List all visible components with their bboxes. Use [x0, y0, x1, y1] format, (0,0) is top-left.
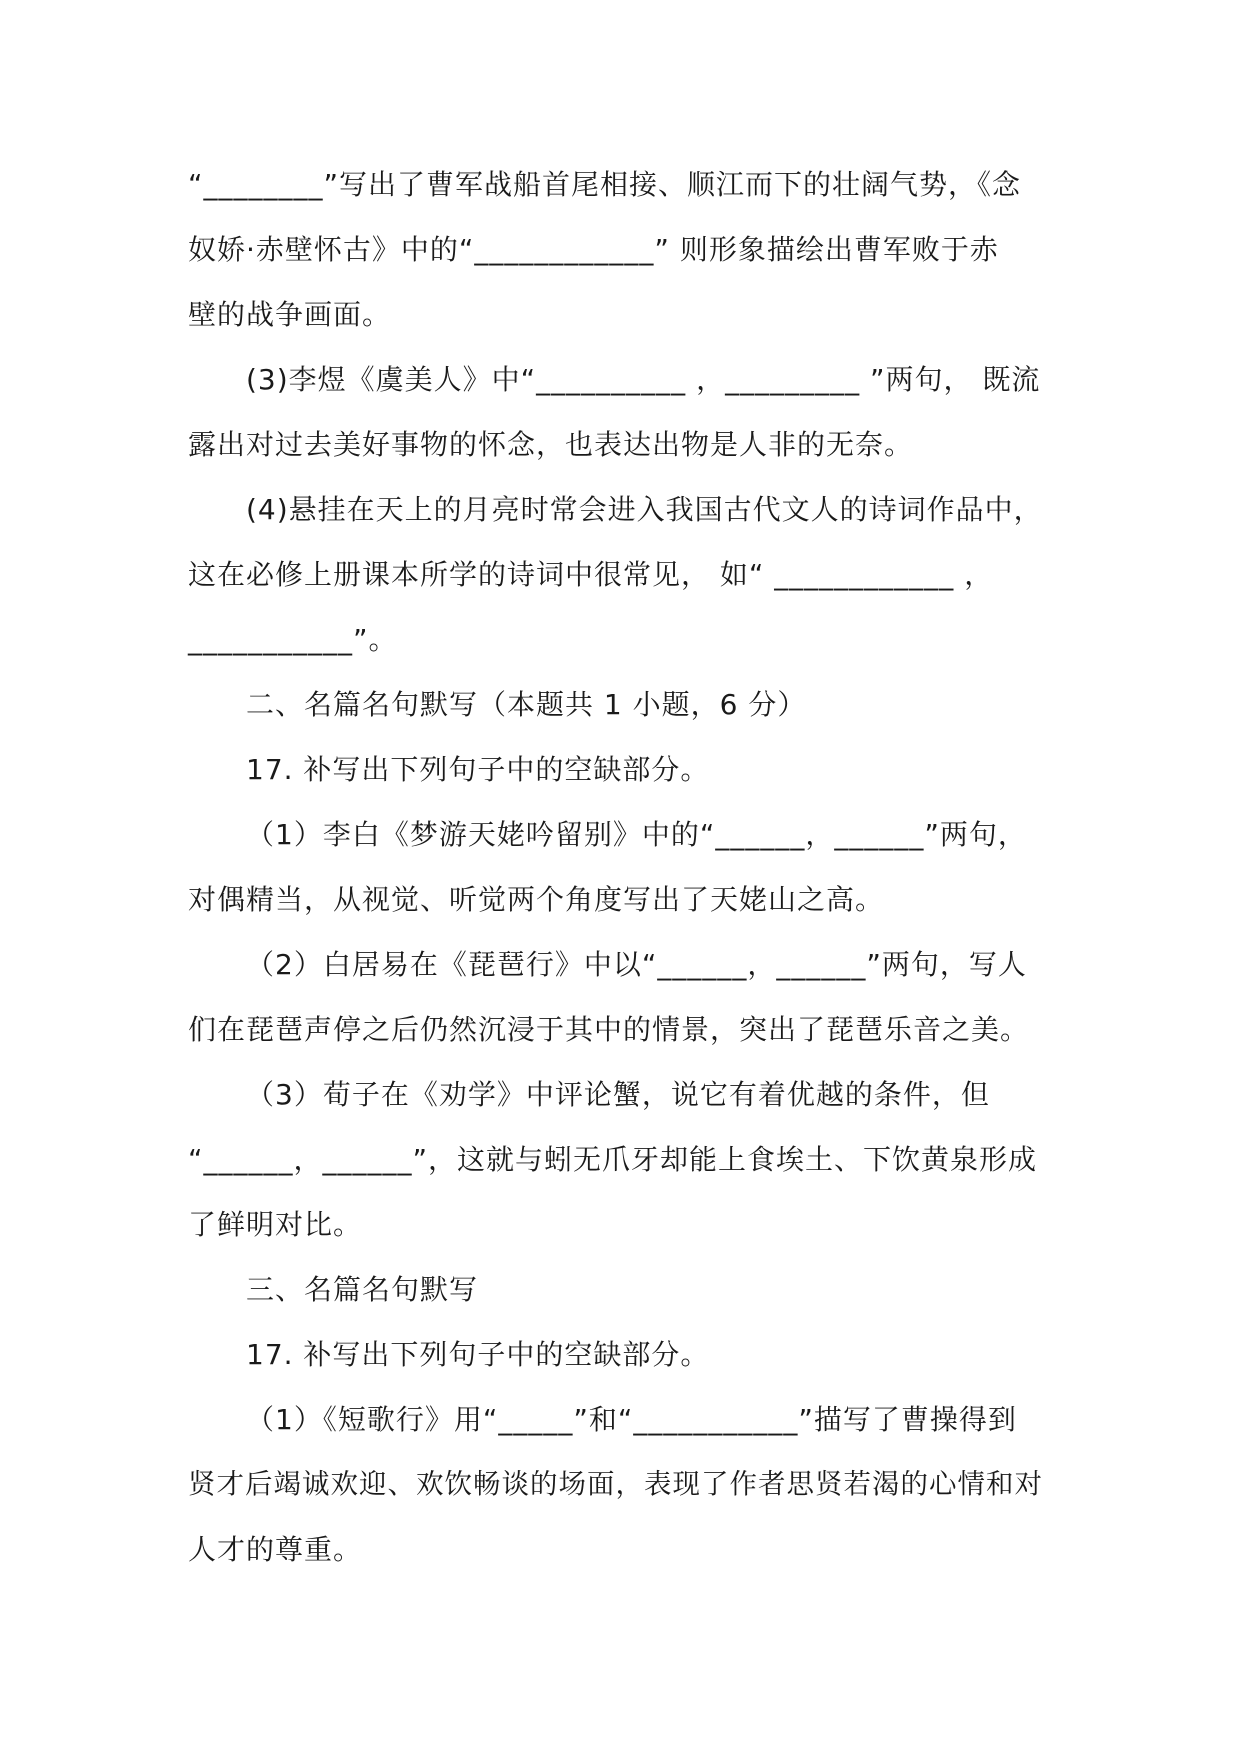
text-line: 们在琵琶声停之后仍然沉浸于其中的情景，突出了琵琶乐音之美。 — [188, 1013, 1030, 1046]
section-heading: 三、名篇名句默写 — [246, 1273, 479, 1306]
text-line: (4)悬挂在天上的月亮时常会进入我国古代文人的诗词作品中， — [246, 493, 1043, 526]
question-title: 17. 补写出下列句子中的空缺部分。 — [246, 753, 710, 786]
text-line: （2）白居易在《琵琶行》中以“______，______”两句，写人 — [246, 948, 1027, 981]
text-line: (3)李煜《虞美人》中“__________ ，_________ ”两句， 既流 — [246, 363, 1041, 396]
text-line: （1）李白《梦游天姥吟留别》中的“______，______”两句， — [246, 818, 1027, 851]
text-line: “______，______”，这就与蚓无爪牙却能上食埃土、下饮黄泉形成 — [188, 1143, 1038, 1176]
text-line: 这在必修上册课本所学的诗词中很常见， 如“ ____________ ， — [188, 558, 994, 591]
text-line: 了鲜明对比。 — [188, 1208, 363, 1241]
text-line: （3）荀子在《劝学》中评论蟹，说它有着优越的条件，但 — [246, 1078, 990, 1111]
text-line: ___________”。 — [188, 623, 398, 656]
text-line: 露出对过去美好事物的怀念，也表达出物是人非的无奈。 — [188, 428, 914, 461]
section-heading: 二、名篇名句默写（本题共 1 小题，6 分） — [246, 688, 807, 721]
text-line: “________”写出了曹军战船首尾相接、顺江而下的壮阔气势，《念 — [188, 168, 1022, 201]
text-line: （1）《短歌行》用“_____”和“___________”描写了曹操得到 — [246, 1403, 1017, 1436]
text-line: 对偶精当，从视觉、听觉两个角度写出了天姥山之高。 — [188, 883, 885, 916]
question-title: 17. 补写出下列句子中的空缺部分。 — [246, 1338, 710, 1371]
document-body — [188, 152, 1056, 1582]
text-line: 贤才后竭诚欢迎、欢饮畅谈的场面，表现了作者思贤若渴的心情和对 — [188, 1468, 1043, 1500]
text-line: 人才的尊重。 — [188, 1533, 363, 1566]
text-line: 壁的战争画面。 — [188, 298, 392, 331]
text-line: 奴娇·赤壁怀古》中的“____________” 则形象描绘出曹军败于赤 — [188, 233, 999, 266]
